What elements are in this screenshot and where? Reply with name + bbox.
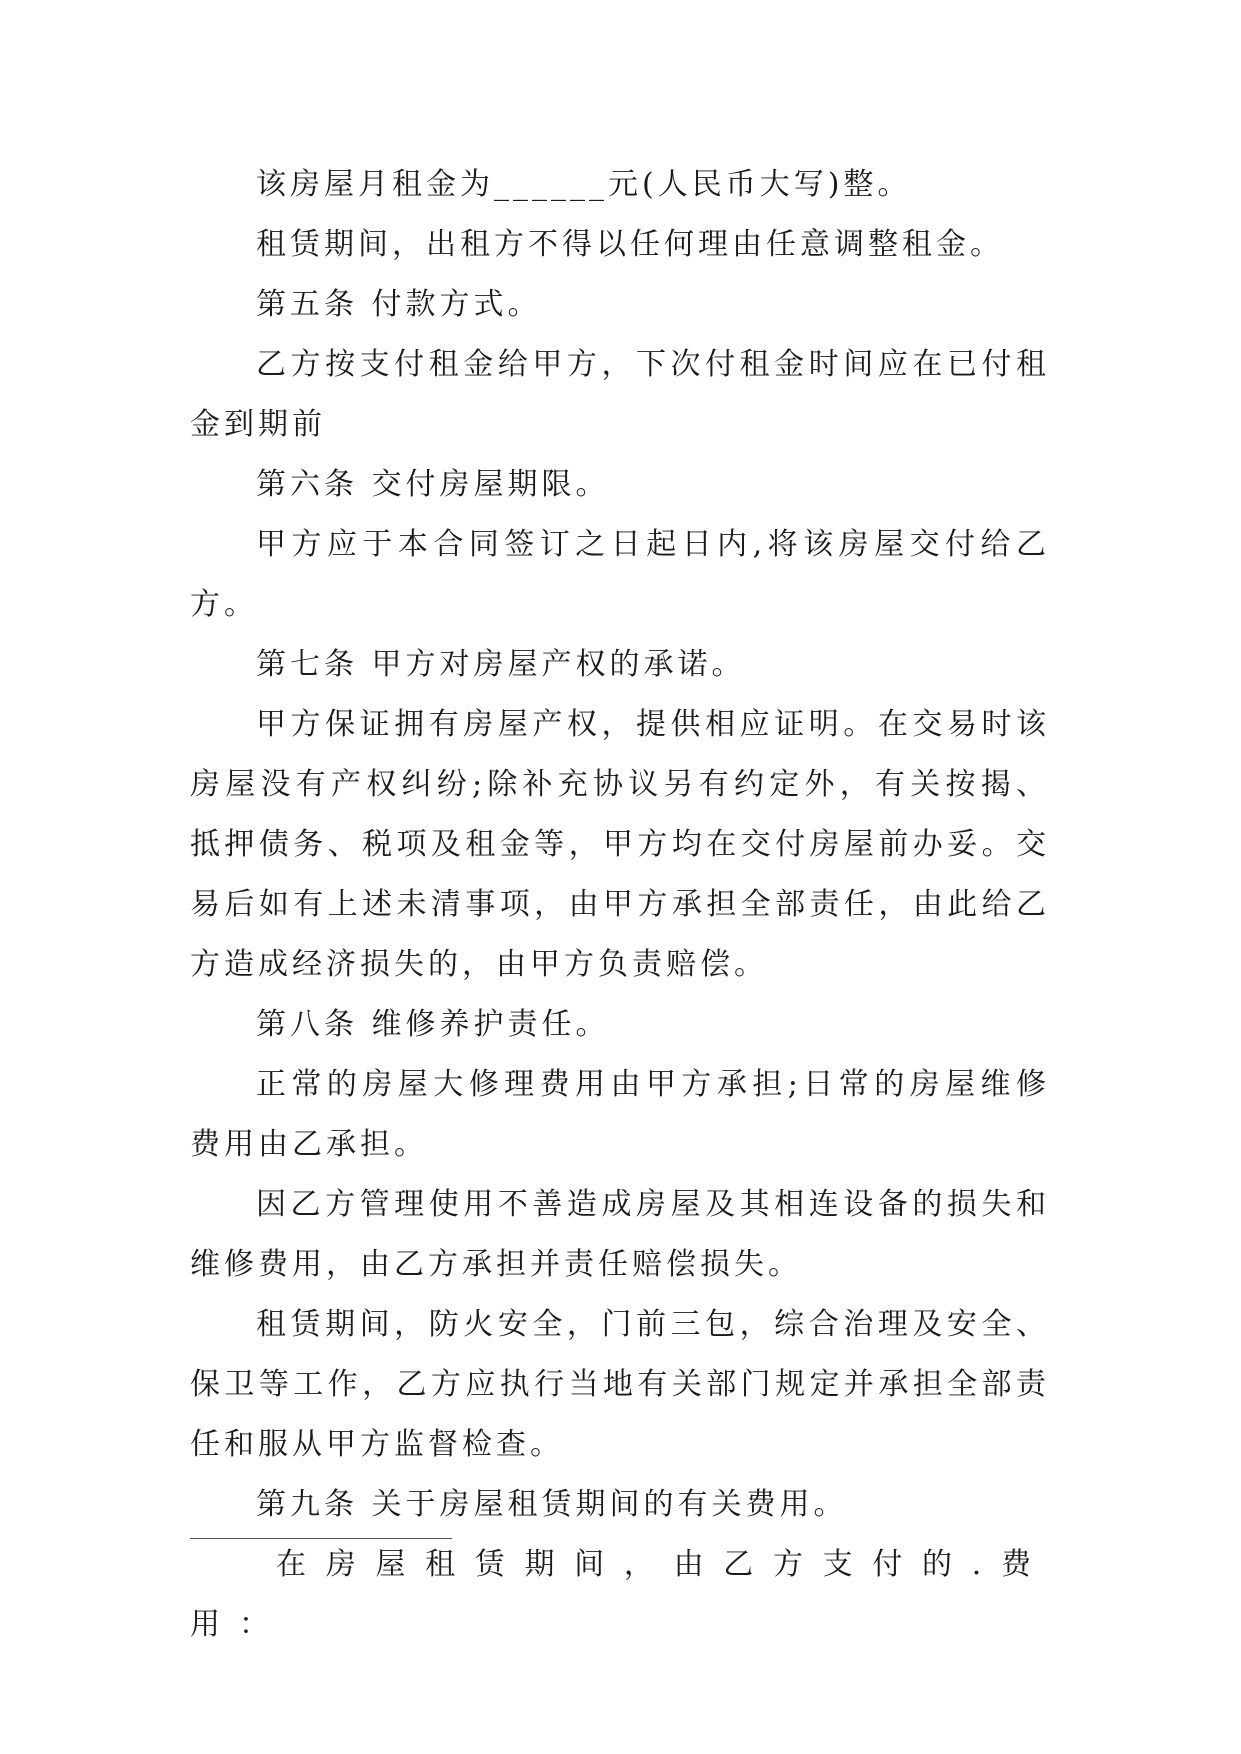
heading-article-7: 第七条 甲方对房屋产权的承诺。: [256, 647, 746, 682]
paragraph-damage-liability: 因乙方管理使用不善造成房屋及其相连设备的损失和维修费用，由乙方承担并责任赔偿损失。: [190, 1187, 1050, 1282]
document-body: [190, 155, 1050, 1655]
paragraph-delivery-term: 甲方应于本合同签订之日起日内,将该房屋交付给乙方。: [190, 527, 1050, 622]
paragraph-property-rights: 甲方保证拥有房屋产权，提供相应证明。在交易时该房屋没有产权纠纷;除补充协议另有约定外，有关按揭、抵押债务、税项及租金等，甲方均在交付房屋前办妥。交易后如有上述未清事项，由甲方承担全部责任，由此给乙方造成经济损失的，由甲方负责赔偿。: [190, 707, 1050, 982]
paragraph-safety-duties: 租赁期间，防火安全，门前三包，综合治理及安全、保卫等工作，乙方应执行当地有关部门规定并承担全部责任和服从甲方监督检查。: [190, 1307, 1050, 1462]
paragraph-tenant-fees: 在房屋租赁期间，由乙方支付的.费用：: [190, 1547, 1050, 1642]
paragraph-payment-method: 乙方按支付租金给甲方，下次付租金时间应在已付租金到期前: [190, 347, 1050, 442]
paragraph-major-repairs: 正常的房屋大修理费用由甲方承担;日常的房屋维修费用由乙承担。: [190, 1067, 1050, 1162]
footnote-divider: [190, 1538, 452, 1539]
heading-article-5: 第五条 付款方式。: [256, 287, 542, 322]
heading-article-6: 第六条 交付房屋期限。: [256, 467, 610, 502]
paragraph-monthly-rent: 该房屋月租金为______元(人民币大写)整。: [256, 167, 912, 202]
heading-article-9: 第九条 关于房屋租赁期间的有关费用。: [256, 1487, 848, 1522]
paragraph-rent-adjustment: 租赁期间，出租方不得以任何理由任意调整租金。: [256, 227, 1004, 262]
heading-article-8: 第八条 维修养护责任。: [256, 1007, 610, 1042]
